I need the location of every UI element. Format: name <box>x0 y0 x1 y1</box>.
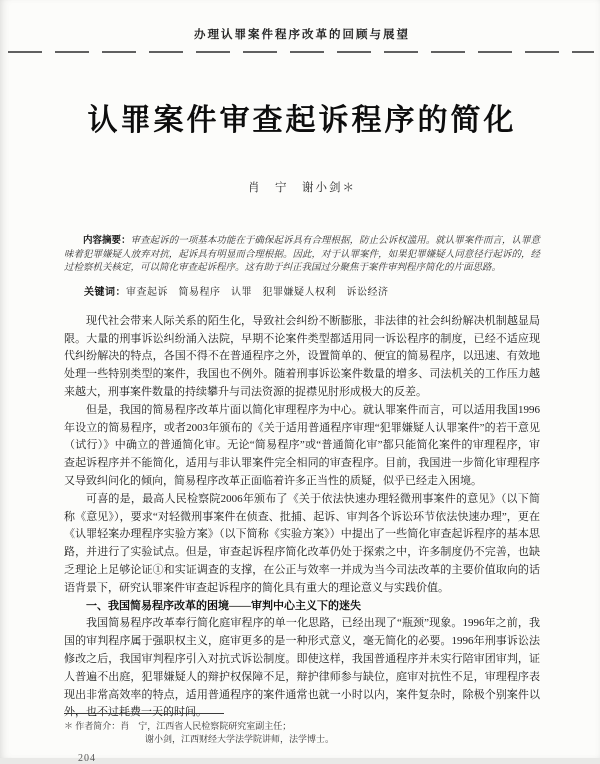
body-paragraph: 但是，我国的简易程序改革片面以简化审理程序为中心。就认罪案件而言，可以适用我国1996年设立的简易程序，或者2003年颁布的《关于适用普通程序审理“犯罪嫌疑人认罪案件”的若干意见（试行）》中确立的普通简化审。无论“简易程序”或“普通简化审”都只能简化案件的审理程序，审查起诉程序并不能简化，适用与非认罪案件完全相同的审查程序。目前，我国进一步简化审理程序又导致纠问化的倾向，简易程序改革正面临着许多正当性的质疑，似乎已经走入困境。 <box>64 403 540 487</box>
body-paragraph: 我国简易程序改革奉行简化庭审程序的单一化思路，已经出现了“瓶颈”现象。1996年之前，我国的审判程序属于强职权主义，庭审更多的是一种形式意义，毫无简化的必要。1996年刑事诉讼法修改之后，我国审判程序引入对抗式诉讼制度。即使这样，我国普通程序并未实行陪审团审判，证人普遍不出庭，犯罪嫌疑人的辩护权保障不足，辩护律师参与缺位，庭审对抗性不足，审理程序表现出非常高效率的特点，适用普通程序的案件通常也就一小时以内，案件复杂时，除极个别案件以外，也不过耗费一天的时间。 <box>64 617 540 719</box>
header-divider <box>8 51 594 53</box>
article-body <box>64 313 540 722</box>
article-title: 认罪案件审查起诉程序的简化 <box>87 104 517 137</box>
keywords-label: 关键词： <box>84 286 126 298</box>
abstract-block <box>64 235 540 276</box>
abstract-text: 审查起诉的一项基本功能在于确保起诉具有合理根据，防止公诉权滥用。就认罪案件而言，认罪意味着犯罪嫌疑人放弃对抗，起诉具有明显而合理根据。因此，对于认罪案件，如果犯罪嫌疑人同意径行起诉的，经过检察机关核定，可以简化审查起诉程序。这有助于纠正我国过分聚焦于案件审判程序简化的片面思路。 <box>64 236 540 274</box>
body-paragraph: 现代社会带来人际关系的陌生化，导致社会纠纷不断膨胀，非法律的社会纠纷解决机制越显局限。大量的刑事诉讼纠纷涌入法院，早期不论案件类型都适用同一诉讼程序的制度，已经不适应现代纠纷解决的特点，各国不得不在普通程序之外，设置简单的、便宜的简易程序，以迅速、有效地处理一些特别类型的案件，我国也不例外。随着刑事诉讼案件数量的增多、司法机关的工作压力越来越大，刑事案件数量的持续攀升与司法资源的捉襟见肘形成极大的反差。 <box>64 314 540 398</box>
page-number: 204 <box>78 753 96 764</box>
section-heading: 一、我国简易程序改革的困境——审判中心主义下的迷失 <box>86 599 361 612</box>
footnote-author-bio-1: ＊ 作者简介：肖 宁，江西省人民检察院研究室副主任； <box>64 721 292 731</box>
footnote-divider <box>64 713 224 714</box>
abstract-label: 内容摘要： <box>83 236 131 246</box>
running-header: 办理认罪案件程序改革的回顾与展望 <box>194 29 410 41</box>
keywords-line <box>64 283 540 298</box>
keywords-text: 审查起诉 简易程序 认罪 犯罪嫌疑人权利 诉讼经济 <box>126 286 389 298</box>
footnote-author-bio-2: 谢小剑，江西财经大学法学院讲师，法学博士。 <box>145 734 335 744</box>
body-paragraph: 可喜的是，最高人民检察院2006年颁布了《关于依法快速办理轻微刑事案件的意见》（以下简称《意见》），要求“对轻微刑事案件在侦查、批捕、起诉、审判各个诉讼环节依法快速办理”，更在《认罪轻案办理程序实验方案》（以下简称《实验方案》）中提出了一些简化审查起诉程序的基本思路，并进行了实验试点。但是，审查起诉程序简化改革仍处于探索之中，许多制度仍不完善，也缺乏理论上足够论证①和实证调查的支撑，在公正与效率一并成为当今司法改革的主要价值取向的话语背景下，研究认罪案件审查起诉程序的简化具有重大的理论意义与实践价值。 <box>64 492 540 594</box>
footnote-block <box>64 713 540 746</box>
authors-line: 肖 宁 谢小剑＊ <box>248 182 356 194</box>
